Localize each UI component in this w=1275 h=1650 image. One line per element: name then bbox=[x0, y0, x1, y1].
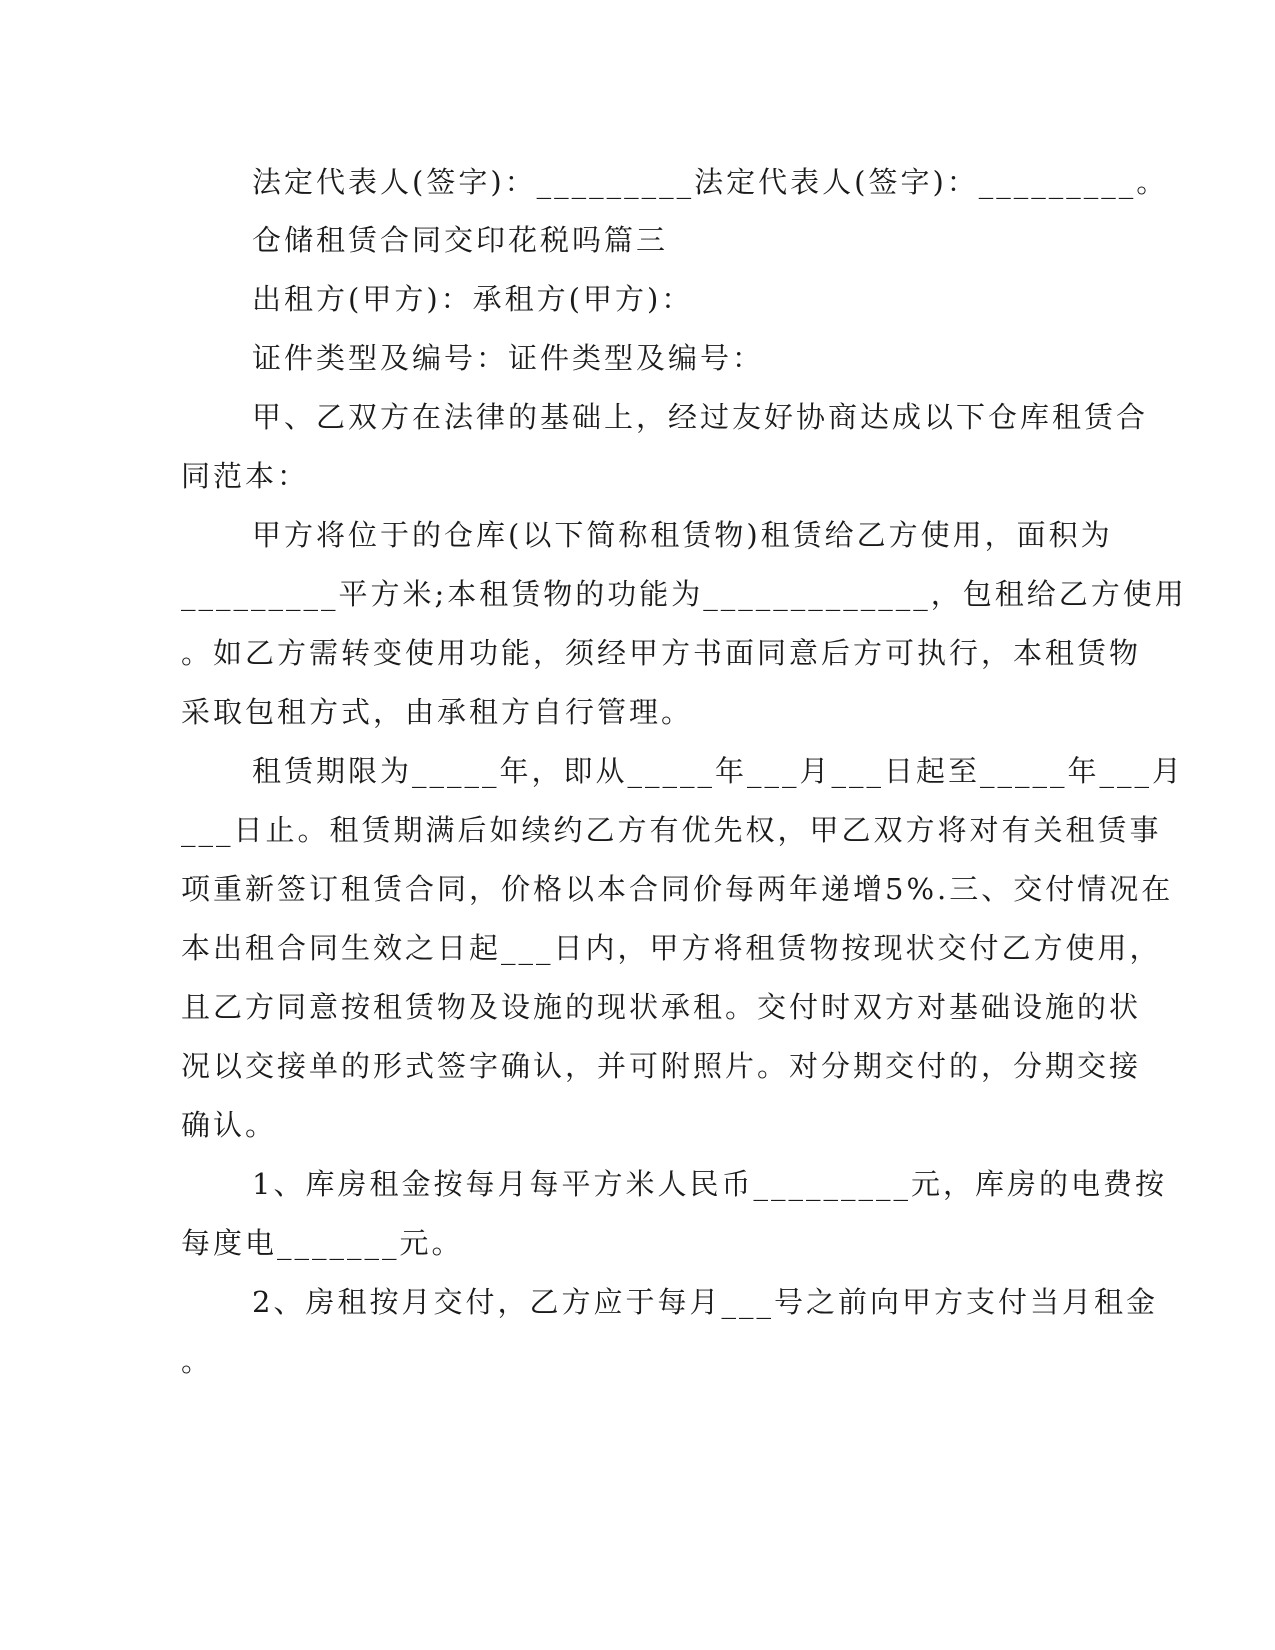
text-line: 。 bbox=[181, 1344, 214, 1378]
text-line: 同范本： bbox=[181, 459, 310, 493]
id-line bbox=[0, 338, 1275, 378]
paragraph-line bbox=[0, 869, 1275, 909]
paragraph-line bbox=[0, 397, 1275, 437]
text-line: 1、库房租金按每月每平方米人民币_________元，库房的电费按 bbox=[252, 1167, 1167, 1201]
text-line: 每度电_______元。 bbox=[181, 1226, 464, 1260]
paragraph-line bbox=[0, 987, 1275, 1027]
paragraph-line bbox=[0, 810, 1275, 850]
text-line: 出租方(甲方)：承租方(甲方)： bbox=[252, 282, 694, 316]
text-line: 项重新签订租赁合同，价格以本合同价每两年递增5%.三、交付情况在 bbox=[181, 872, 1174, 906]
text-line: 仓储租赁合同交印花税吗篇三 bbox=[252, 223, 669, 257]
text-line: 本出租合同生效之日起___日内，甲方将租赁物按现状交付乙方使用， bbox=[181, 931, 1162, 965]
text-line: 且乙方同意按租赁物及设施的现状承租。交付时双方对基础设施的状 bbox=[181, 990, 1142, 1024]
text-line: 证件类型及编号：证件类型及编号： bbox=[252, 341, 765, 375]
text-line: _________平方米;本租赁物的功能为_____________，包租给乙方使用 bbox=[181, 577, 1187, 611]
paragraph-line bbox=[0, 1282, 1275, 1322]
paragraph-line bbox=[0, 1223, 1275, 1263]
text-line: 确认。 bbox=[181, 1108, 278, 1142]
text-line: 采取包租方式，由承租方自行管理。 bbox=[181, 695, 694, 729]
paragraph-line bbox=[0, 574, 1275, 614]
paragraph-line bbox=[0, 1164, 1275, 1204]
text-line: 甲方将位于的仓库(以下简称租赁物)租赁给乙方使用，面积为 bbox=[252, 518, 1113, 552]
text-line: 况以交接单的形式签字确认，并可附照片。对分期交付的，分期交接 bbox=[181, 1049, 1142, 1083]
text-line: 甲、乙双方在法律的基础上，经过友好协商达成以下仓库租赁合 bbox=[252, 400, 1149, 434]
paragraph-line bbox=[0, 1341, 1275, 1381]
text-line: ___日止。租赁期满后如续约乙方有优先权，甲乙双方将对有关租赁事 bbox=[181, 813, 1162, 847]
text-line: 法定代表人(签字)：_________法定代表人(签字)：_________。 bbox=[252, 165, 1169, 199]
paragraph-line bbox=[0, 928, 1275, 968]
paragraph-line bbox=[0, 515, 1275, 555]
text-line: 2、房租按月交付，乙方应于每月___号之前向甲方支付当月租金 bbox=[252, 1285, 1158, 1319]
paragraph-line bbox=[0, 633, 1275, 673]
signature-line bbox=[0, 162, 1275, 202]
paragraph-line bbox=[0, 456, 1275, 496]
section-title bbox=[0, 220, 1275, 260]
text-line: 租赁期限为_____年，即从_____年___月___日起至_____年___月 bbox=[252, 754, 1185, 788]
party-line bbox=[0, 279, 1275, 319]
paragraph-line bbox=[0, 1105, 1275, 1145]
paragraph-line bbox=[0, 751, 1275, 791]
paragraph-line bbox=[0, 1046, 1275, 1086]
paragraph-line bbox=[0, 692, 1275, 732]
text-line: 。如乙方需转变使用功能，须经甲方书面同意后方可执行，本租赁物 bbox=[181, 636, 1142, 670]
